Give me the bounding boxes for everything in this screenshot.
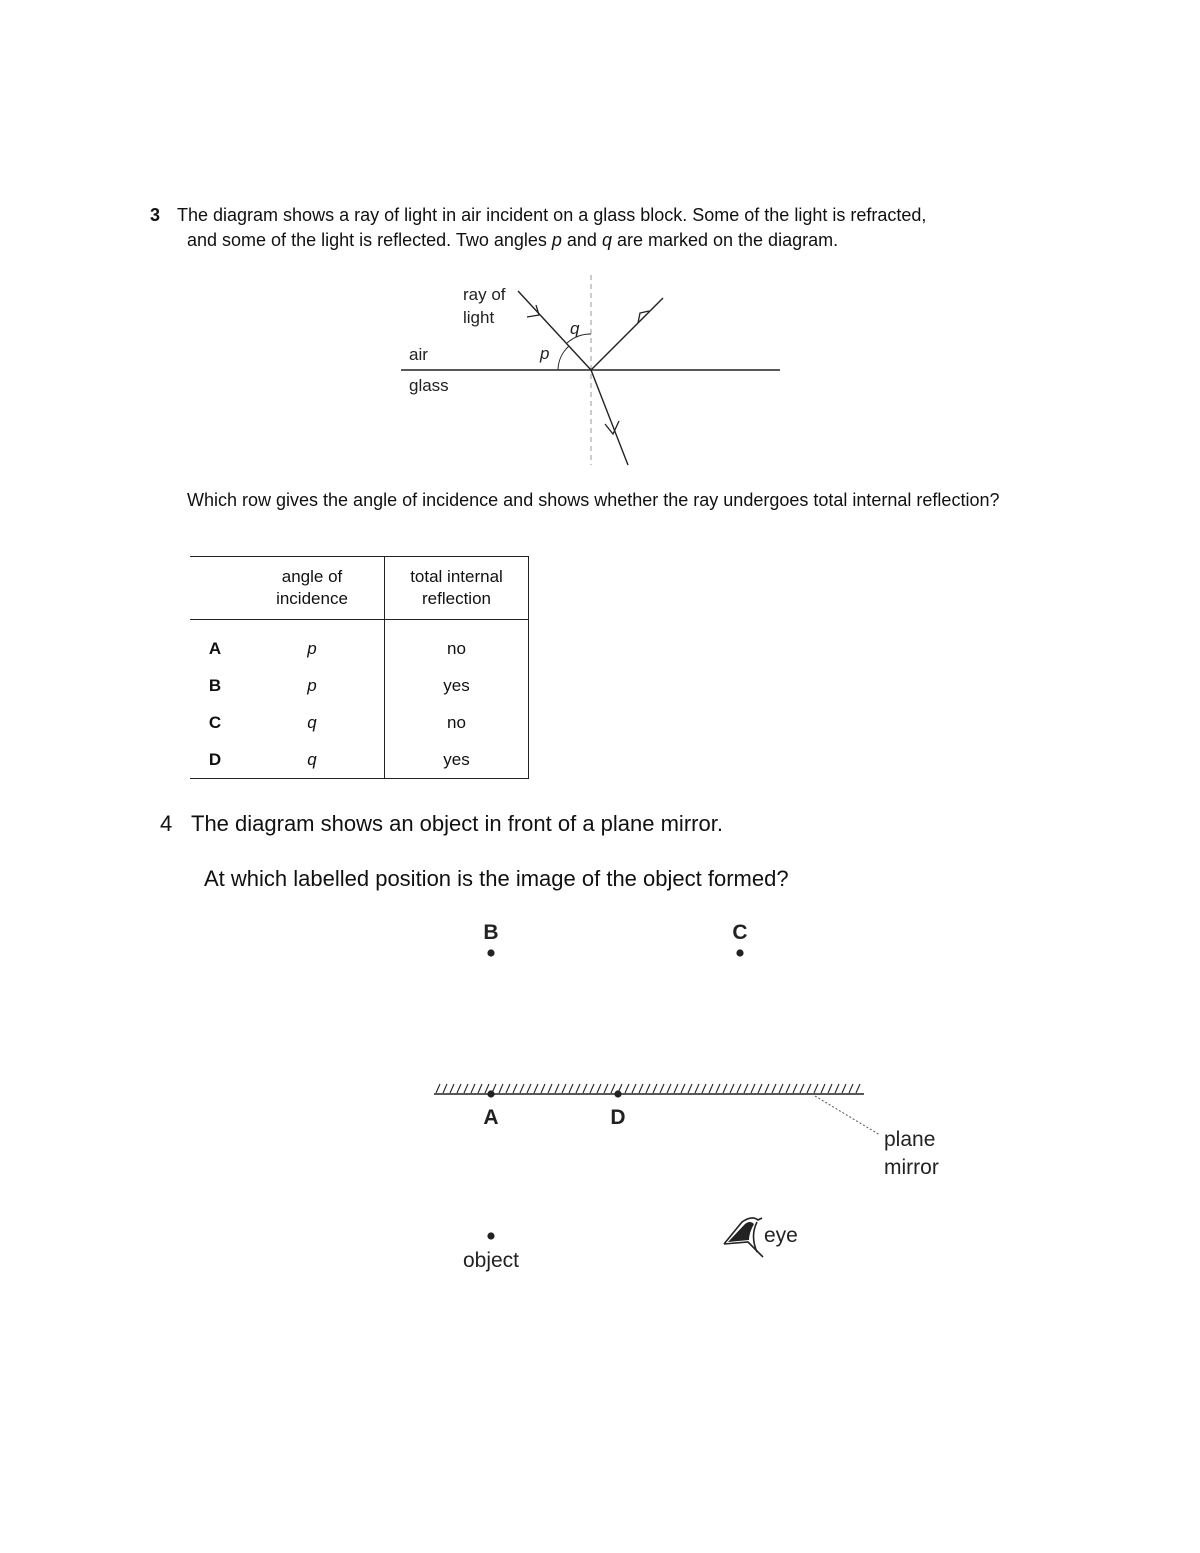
- mirror-hatch-mark: [576, 1084, 580, 1093]
- tir-cell: yes: [385, 667, 529, 704]
- label-d: D: [610, 1106, 626, 1129]
- mirror-hatch-mark: [653, 1084, 657, 1093]
- mirror-hatch-mark: [779, 1084, 783, 1093]
- question-3-line-2-part-c: are marked on the diagram.: [611, 230, 839, 250]
- header-angle-line-1: angle of: [281, 567, 343, 586]
- symbol-p: p: [551, 230, 562, 250]
- mirror-hatch-mark: [646, 1084, 650, 1093]
- mirror-hatch-mark: [639, 1084, 643, 1093]
- mirror-hatch-mark: [807, 1084, 811, 1093]
- question-3-prompt: Which row gives the angle of incidence and shows whether the ray undergoes total internal reflection?: [187, 490, 1000, 510]
- ray-label-line-2: light: [463, 308, 495, 327]
- mirror-hatch-mark: [450, 1084, 454, 1093]
- mirror-hatch-mark: [506, 1084, 510, 1093]
- angle-p-label: p: [540, 344, 550, 363]
- ray-label-line-1: ray of: [463, 285, 506, 304]
- mirror-hatch-mark: [583, 1084, 587, 1093]
- mirror-hatch-mark: [723, 1084, 727, 1093]
- air-label: air: [409, 345, 428, 364]
- option-letter: C: [208, 712, 222, 732]
- tir-cell: yes: [385, 741, 529, 779]
- mirror-hatch-mark: [436, 1084, 440, 1093]
- label-c: C: [732, 921, 748, 944]
- symbol-q: q: [601, 230, 612, 250]
- mirror-hatch-mark: [555, 1084, 559, 1093]
- angle-cell: p: [240, 620, 385, 668]
- mirror-hatch-mark: [688, 1084, 692, 1093]
- question-3-line-1: The diagram shows a ray of light in air incident on a glass block. Some of the light is refracted,: [177, 205, 927, 225]
- tir-cell: no: [385, 704, 529, 741]
- object-point: [487, 1232, 494, 1239]
- option-letter: B: [208, 675, 222, 695]
- mirror-hatch-mark: [702, 1084, 706, 1093]
- label-b: B: [483, 921, 499, 944]
- mirror-hatch-mark: [835, 1084, 839, 1093]
- mirror-hatch-mark: [842, 1084, 846, 1093]
- mirror-hatch-mark: [758, 1084, 762, 1093]
- header-angle-line-2: incidence: [276, 589, 348, 608]
- mirror-hatch-mark: [541, 1084, 545, 1093]
- label-a: A: [483, 1106, 499, 1129]
- mirror-label-line-1: plane: [884, 1128, 936, 1151]
- mirror-hatch-mark: [443, 1084, 447, 1093]
- angle-cell: q: [240, 704, 385, 741]
- mirror-hatch-mark: [471, 1084, 475, 1093]
- header-tir-line-2: reflection: [422, 589, 491, 608]
- eye-icon: [724, 1218, 763, 1257]
- mirror-hatch-mark: [765, 1084, 769, 1093]
- mirror-hatch-mark: [751, 1084, 755, 1093]
- point-d: [614, 1090, 621, 1097]
- mirror-hatch-mark: [590, 1084, 594, 1093]
- mirror-hatch-mark: [478, 1084, 482, 1093]
- mirror-hatch-mark: [814, 1084, 818, 1093]
- mirror-hatch-mark: [695, 1084, 699, 1093]
- eye-label: eye: [764, 1224, 798, 1247]
- question-4-statement: The diagram shows an object in front of a plane mirror.: [191, 811, 723, 836]
- mirror-hatch-mark: [597, 1084, 601, 1093]
- question-3-line-2-part-b: and: [561, 230, 602, 250]
- mirror-hatch-mark: [513, 1084, 517, 1093]
- mirror-hatch-mark: [632, 1084, 636, 1093]
- mirror-hatch-mark: [604, 1084, 608, 1093]
- mirror-hatch-mark: [457, 1084, 461, 1093]
- mirror-hatch-mark: [737, 1084, 741, 1093]
- mirror-hatch-mark: [709, 1084, 713, 1093]
- mirror-hatch-mark: [821, 1084, 825, 1093]
- mirror-hatch-mark: [744, 1084, 748, 1093]
- mirror-hatch-mark: [611, 1084, 615, 1093]
- mirror-hatch-mark: [569, 1084, 573, 1093]
- tir-cell: no: [385, 620, 529, 668]
- point-c: [736, 949, 743, 956]
- mirror-hatch-mark: [856, 1084, 860, 1093]
- mirror-hatch-mark: [772, 1084, 776, 1093]
- object-label: object: [462, 1249, 520, 1272]
- mirror-hatch-mark: [527, 1084, 531, 1093]
- mirror-hatching: [436, 1084, 860, 1093]
- question-4-prompt: At which labelled position is the image of the object formed?: [204, 866, 789, 891]
- mirror-hatch-mark: [800, 1084, 804, 1093]
- mirror-hatch-mark: [464, 1084, 468, 1093]
- mirror-hatch-mark: [681, 1084, 685, 1093]
- point-b: [487, 949, 494, 956]
- mirror-hatch-mark: [534, 1084, 538, 1093]
- mirror-hatch-mark: [793, 1084, 797, 1093]
- mirror-hatch-mark: [716, 1084, 720, 1093]
- angle-q-label: q: [570, 319, 580, 338]
- mirror-hatch-mark: [849, 1084, 853, 1093]
- mirror-hatch-mark: [548, 1084, 552, 1093]
- mirror-hatch-mark: [828, 1084, 832, 1093]
- option-letter: A: [208, 638, 222, 658]
- mirror-hatch-mark: [499, 1084, 503, 1093]
- angle-cell: q: [240, 741, 385, 779]
- mirror-hatch-mark: [625, 1084, 629, 1093]
- mirror-hatch-mark: [562, 1084, 566, 1093]
- mirror-leader-line: [815, 1096, 880, 1135]
- header-tir-line-1: total internal: [410, 567, 503, 586]
- mirror-hatch-mark: [520, 1084, 524, 1093]
- point-a: [487, 1090, 494, 1097]
- option-letter: D: [190, 741, 240, 779]
- glass-label: glass: [409, 376, 449, 395]
- question-4-number: 4: [160, 811, 173, 836]
- mirror-hatch-mark: [674, 1084, 678, 1093]
- question-number: 3: [150, 205, 161, 225]
- mirror-hatch-mark: [660, 1084, 664, 1093]
- question-3-line-2-part-a: and some of the light is reflected. Two angles: [187, 230, 552, 250]
- mirror-hatch-mark: [786, 1084, 790, 1093]
- mirror-label-line-2: mirror: [884, 1156, 939, 1179]
- mirror-hatch-mark: [730, 1084, 734, 1093]
- angle-cell: p: [240, 667, 385, 704]
- mirror-hatch-mark: [667, 1084, 671, 1093]
